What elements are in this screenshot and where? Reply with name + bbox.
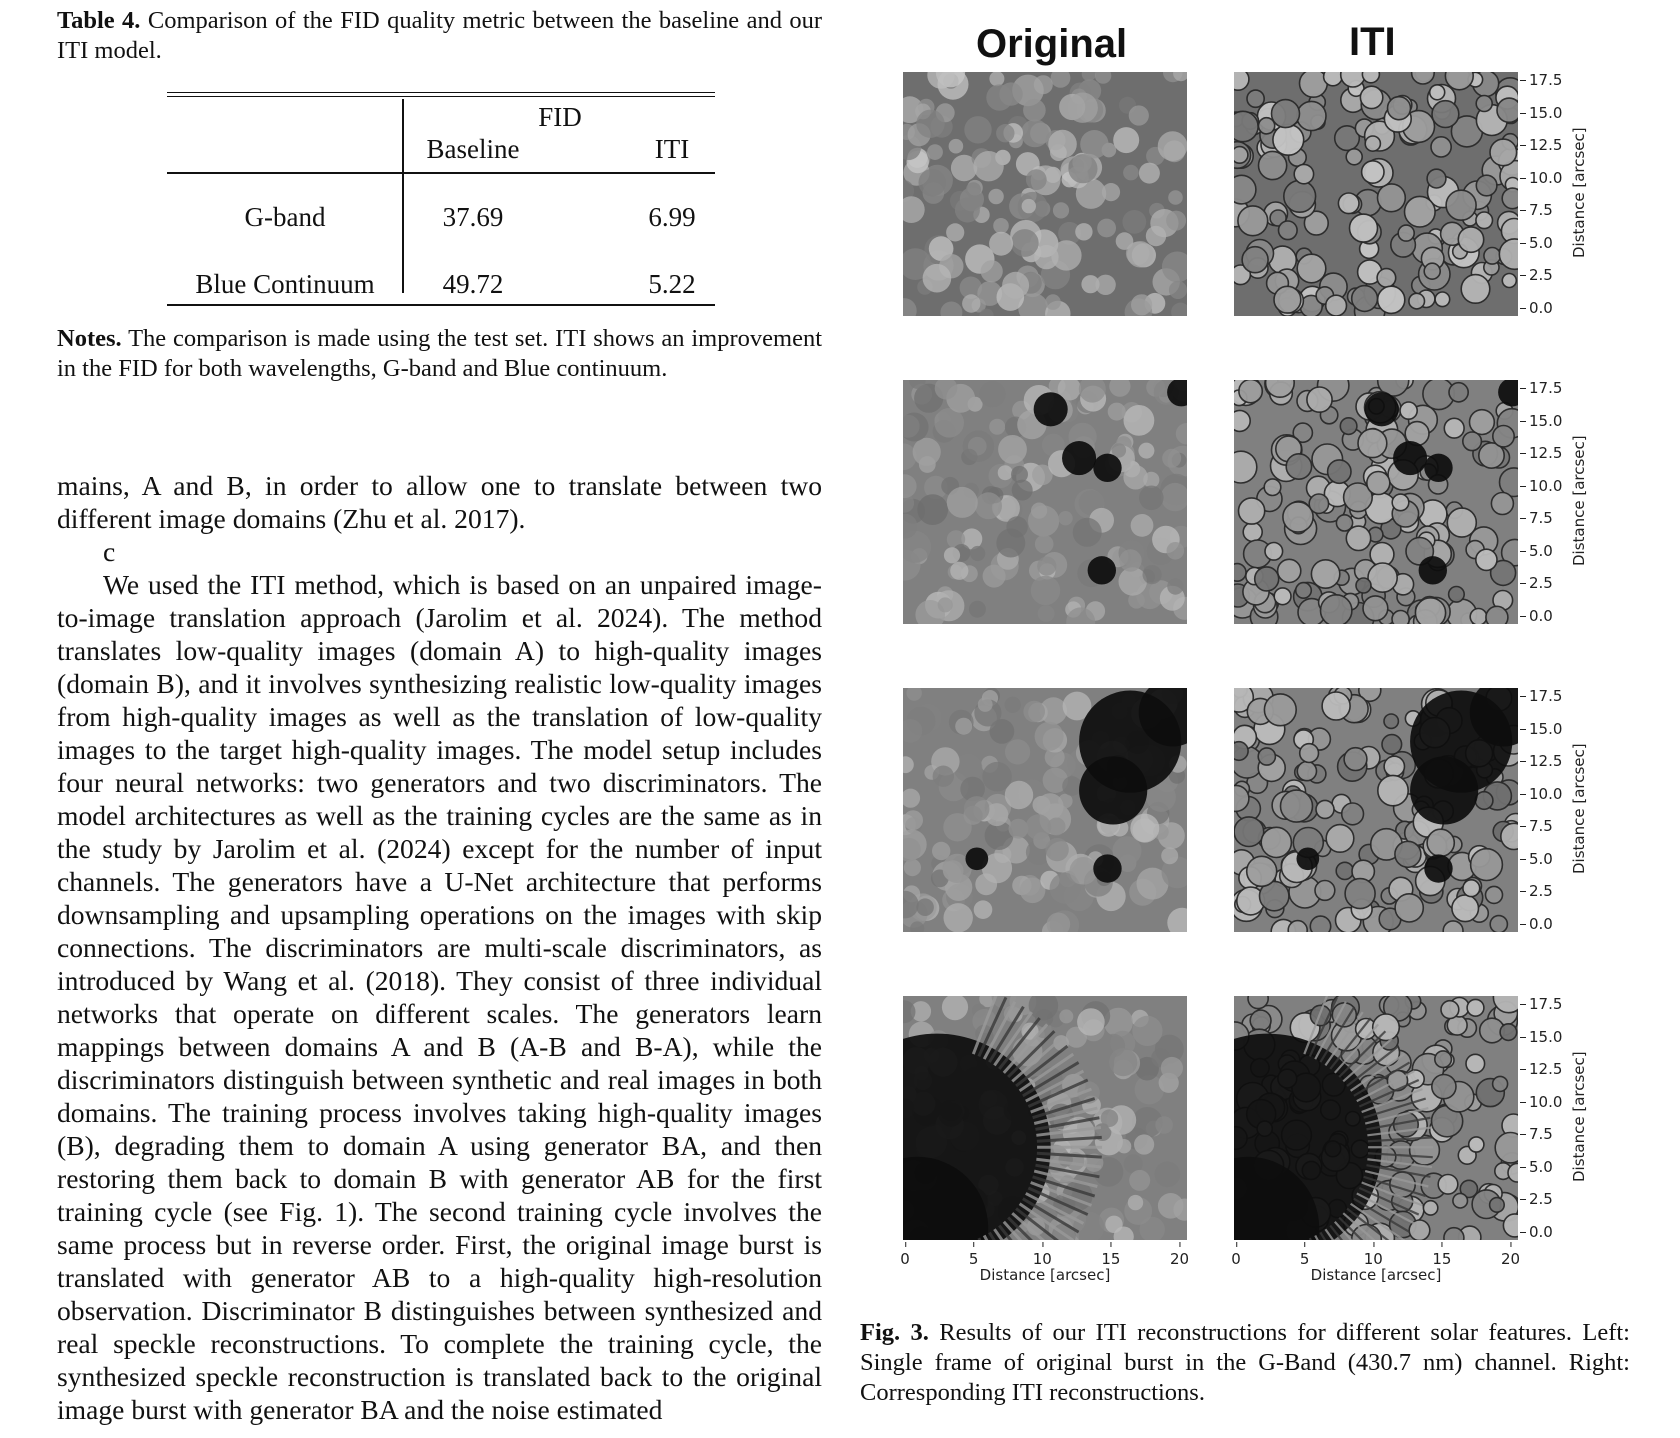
original-image-row-3	[903, 688, 1187, 932]
solar-granulation-image	[903, 72, 1187, 316]
row-label-blue-continuum: Blue Continuum	[195, 269, 375, 299]
table-caption	[57, 6, 822, 66]
solar-granulation-image	[1234, 996, 1518, 1240]
y-tick-label: 2.5	[1520, 267, 1553, 283]
x-tick-label: 0	[1231, 1250, 1241, 1268]
table-label: Table 4.	[57, 7, 141, 34]
y-tick-label: 15.0	[1520, 413, 1562, 429]
table-header-rule	[167, 172, 715, 174]
y-tick-label: 7.5	[1520, 818, 1553, 834]
x-tick-label: 10	[1363, 1250, 1383, 1268]
left-column	[57, 6, 823, 1425]
x-tick-label: 5	[1299, 1250, 1310, 1268]
y-tick-label: 5.0	[1520, 235, 1553, 251]
iti-image-row-4	[1234, 996, 1518, 1240]
x-tick-label: 20	[1500, 1250, 1521, 1268]
y-axis-label: Distance [arcsec]	[1570, 743, 1588, 874]
solar-granulation-image	[903, 996, 1187, 1240]
original-image-row-2	[903, 380, 1187, 624]
figure-label: Fig. 3.	[860, 1319, 929, 1346]
y-tick-label: 10.0	[1520, 170, 1562, 186]
x-axis-label: Distance [arcsec]	[979, 1266, 1111, 1284]
table-caption-text: Comparison of the FID quality metric between the baseline and our ITI model.	[57, 7, 823, 64]
y-axis-label: Distance [arcsec]	[1570, 1051, 1588, 1182]
col-title-iti: ITI	[1349, 20, 1396, 64]
figure-caption	[860, 1318, 1630, 1408]
y-tick-label: 5.0	[1520, 1159, 1553, 1175]
solar-granulation-image	[1234, 688, 1518, 932]
notes-label: Notes.	[57, 325, 122, 352]
notes-text: The comparison is made using the test set. ITI shows an improvement in the FID for both wavelengths, G-band and Blue continuum.	[57, 325, 822, 382]
x-tick-label: 20	[1169, 1250, 1190, 1268]
y-tick-label: 10.0	[1520, 1094, 1562, 1110]
col-title-original: Original	[976, 22, 1128, 66]
x-axis-label: Distance [arcsec]	[1310, 1266, 1442, 1284]
original-image-row-4	[903, 996, 1187, 1240]
row-label-gband: G-band	[244, 202, 326, 232]
cell-blue-baseline: 49.72	[442, 269, 504, 299]
cell-gband-iti: 6.99	[648, 202, 696, 232]
y-tick-label: 0.0	[1520, 916, 1553, 932]
cell-gband-baseline: 37.69	[442, 202, 504, 232]
fid-header: FID	[538, 102, 582, 132]
y-tick-label: 5.0	[1520, 851, 1553, 867]
table-top-rule	[167, 92, 715, 97]
table-notes	[57, 324, 822, 384]
y-tick-label: 7.5	[1520, 202, 1553, 218]
solar-granulation-image	[1234, 380, 1518, 624]
y-tick-label: 15.0	[1520, 1029, 1562, 1045]
y-tick-label: 17.5	[1520, 688, 1562, 704]
table-vertical-rule	[402, 99, 404, 293]
x-axis-original	[900, 1242, 1190, 1284]
x-axis-iti	[1231, 1242, 1521, 1284]
solar-granulation-image	[903, 380, 1187, 624]
y-axis-label: Distance [arcsec]	[1570, 127, 1588, 258]
y-tick-label: 2.5	[1520, 1191, 1553, 1207]
body-paragraph-1: mains, A and B, in order to allow one to translate between two different image domains (Zhu et al. 2017).	[57, 470, 822, 534]
x-tick-label: 10	[1032, 1250, 1052, 1268]
y-tick-label: 15.0	[1520, 105, 1562, 121]
fid-table	[167, 92, 715, 299]
iti-image-row-1	[1234, 72, 1518, 316]
y-tick-label: 12.5	[1520, 1061, 1562, 1077]
y-tick-label: 0.0	[1520, 1224, 1553, 1240]
y-tick-label: 0.0	[1520, 608, 1553, 624]
y-tick-label: 12.5	[1520, 445, 1562, 461]
y-tick-label: 2.5	[1520, 883, 1553, 899]
y-tick-label: 17.5	[1520, 72, 1562, 88]
x-tick-label: 15	[1432, 1250, 1452, 1268]
col-header-baseline: Baseline	[426, 134, 520, 164]
y-tick-label: 17.5	[1520, 380, 1562, 396]
solar-granulation-image	[903, 688, 1187, 932]
y-tick-label: 17.5	[1520, 996, 1562, 1012]
y-tick-label: 12.5	[1520, 137, 1562, 153]
y-tick-label: 12.5	[1520, 753, 1562, 769]
y-tick-label: 7.5	[1520, 1126, 1553, 1142]
col-header-iti: ITI	[654, 134, 690, 164]
y-tick-label: 10.0	[1520, 478, 1562, 494]
x-tick-label: 0	[900, 1250, 910, 1268]
y-tick-label: 15.0	[1520, 721, 1562, 737]
y-tick-label: 5.0	[1520, 543, 1553, 559]
y-tick-label: 0.0	[1520, 300, 1553, 316]
solar-granulation-image	[1234, 72, 1518, 316]
x-tick-label: 15	[1101, 1250, 1121, 1268]
x-tick-label: 5	[968, 1250, 979, 1268]
y-tick-label: 2.5	[1520, 575, 1553, 591]
iti-image-row-2	[1234, 380, 1518, 624]
cell-blue-iti: 5.22	[648, 269, 696, 299]
y-axis-label: Distance [arcsec]	[1570, 435, 1588, 566]
body-paragraph-2: We used the ITI method, which is based on an unpaired image-to-image translation approach (Jarolim et al. 2024). The method translates low-quality images (domain A) to high-quality images (domain B), and it involves synthesizing realistic low-quality images from high-quality images as well as the translation of low-quality images to the target high-quality images. The model setup includes four neural networks: two generators and two discriminators. The model architectures as well as the training cycles are the same as in the study by Jarolim et al. (2024) except for the number of input channels. The generators have a U-Net architecture that performs downsampling and upsampling operations on the images with skip connections. The discriminators are multi-scale discriminators, as introduced by Wang et al. (2018). They consist of three individual networks that operate on different scales. The generators learn mappings between domains A and B (A-B and B-A), while the discriminators distinguish between synthetic and real images in both domains. The training process involves taking high-quality images (B), degrading them to domain A using generator BA, and then restoring them back to domain B with generator AB for the first training cycle (see Fig. 1). The second training cycle involves the same process but in reverse order. First, the original image burst is translated with generator AB to a high-quality high-resolution observation. Discriminator B distinguishes between synthesized and real speckle reconstructions. To complete the training cycle, the synthesized speckle reconstruction is translated back to the original image burst with generator BA and the noise estimated	[57, 569, 822, 1425]
figure-caption-text: Results of our ITI reconstructions for different solar features. Left: Single frame of original burst in the G-Band (430.7 nm) channel. Right: Corresponding ITI reconstructions.	[860, 1319, 1630, 1406]
original-image-row-1	[903, 72, 1187, 316]
stray-letter: c	[103, 536, 116, 567]
body-text	[57, 469, 822, 1426]
table-bottom-rule	[167, 304, 715, 306]
y-tick-label: 10.0	[1520, 786, 1562, 802]
y-tick-label: 7.5	[1520, 510, 1553, 526]
iti-image-row-3	[1234, 688, 1518, 932]
